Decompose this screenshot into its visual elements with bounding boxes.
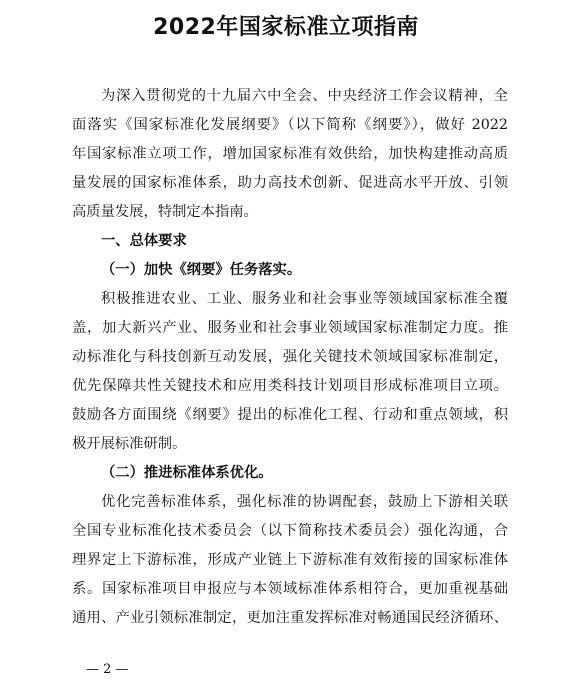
paragraph-line: 年国家标准立项工作，增加国家标准有效供给，加快构建推动高质 xyxy=(72,146,508,162)
document-title: 2022年国家标准立项指南 xyxy=(153,15,419,40)
paragraph-line: 通用、产业引领标准制定，更加注重发挥标准对畅通国民经济循环、 xyxy=(72,610,508,626)
paragraph-line: 鼓励各方面围绕《纲要》提出的标准化工程、行动和重点领域，积 xyxy=(72,407,508,423)
section-heading: （一）加快《纲要》任务落实。 xyxy=(101,262,302,278)
paragraph-line: 优先保障共性关键技术和应用类科技计划项目形成标准项目立项。 xyxy=(72,378,508,394)
paragraph-line: 优化完善标准体系，强化标准的协调配套，鼓励上下游相关联 xyxy=(101,494,508,510)
paragraph-line: 面落实《国家标准化发展纲要》（以下简称《纲要》），做好 2022 xyxy=(72,117,508,133)
section-heading: （二）推进标准体系优化。 xyxy=(101,465,273,481)
page-number: — 2 — xyxy=(86,662,129,677)
paragraph-line: 理界定上下游标准，形成产业链上下游标准有效衔接的国家标准体 xyxy=(72,552,508,568)
paragraph-line: 量发展的国家标准体系，助力高技术创新、促进高水平开放、引领 xyxy=(72,175,508,191)
paragraph-line: 全国专业标准化技术委员会（以下简称技术委员会）强化沟通，合 xyxy=(72,523,508,539)
paragraph-line: 系。国家标准项目申报应与本领域标准体系相符合，更加重视基础 xyxy=(72,581,508,597)
paragraph-line: 极开展标准研制。 xyxy=(72,436,187,452)
paragraph-line: 积极推进农业、工业、服务业和社会事业等领域国家标准全覆 xyxy=(101,291,508,307)
document-body xyxy=(72,82,508,633)
paragraph-line: 高质量发展，特制定本指南。 xyxy=(72,204,258,220)
paragraph-line: 为深入贯彻党的十九届六中全会、中央经济工作会议精神，全 xyxy=(101,88,508,104)
paragraph-line: 盖，加大新兴产业、服务业和社会事业领域国家标准制定力度。推 xyxy=(72,320,508,336)
paragraph-line: 动标准化与科技创新互动发展，强化关键技术领域国家标准制定， xyxy=(72,349,508,365)
section-heading: 一、总体要求 xyxy=(101,233,187,249)
